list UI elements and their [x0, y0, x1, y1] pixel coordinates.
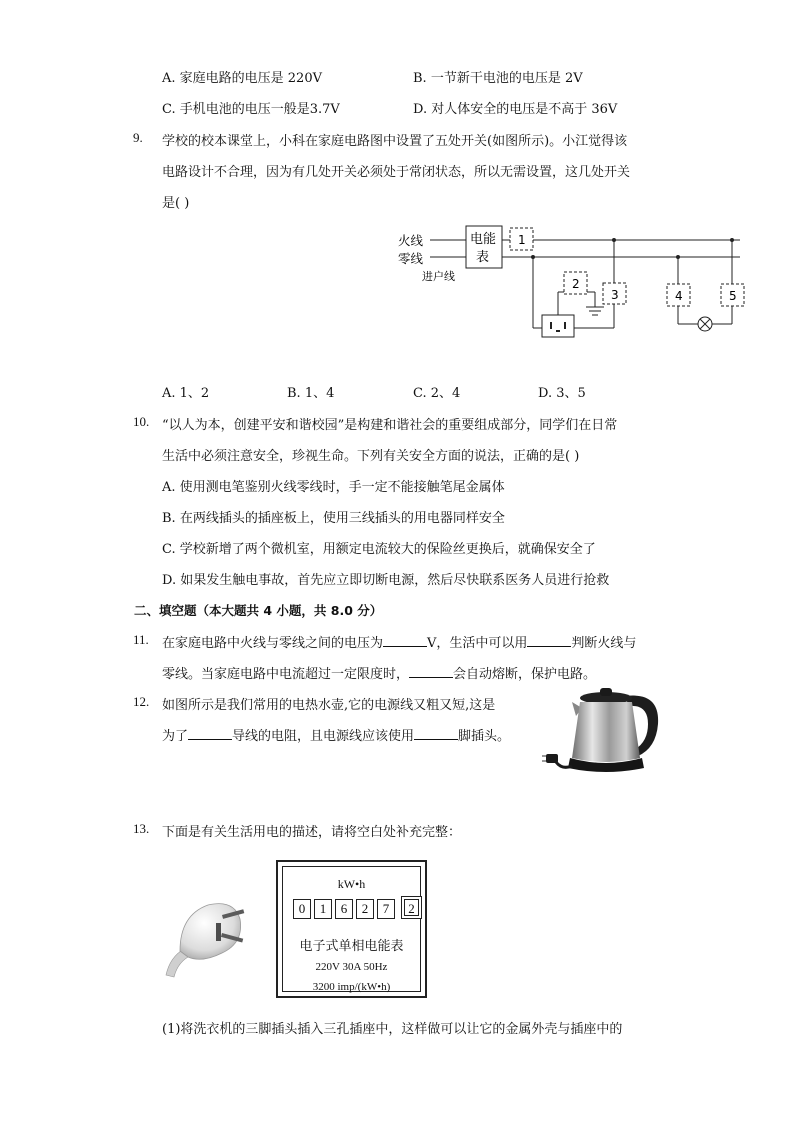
meter-spec: 220V 30A 50Hz	[315, 961, 388, 973]
switch-4-label: 4	[675, 289, 683, 303]
q10-line2: 生活中必须注意安全，珍视生命。下列有关安全方面的说法，正确的是( )	[162, 449, 580, 464]
q10-option-d: D. 如果发生触电事故，首先应立即切断电源，然后尽快联系医务人员进行抢救	[162, 573, 610, 588]
q12-text: 为了	[162, 729, 189, 744]
q10-line1: “以人为本，创建平安和谐校园”是构建和谐社会的重要组成部分，同学们在日常	[162, 418, 618, 433]
q12-line2	[162, 725, 510, 744]
q10-option-b: B. 在两线插头的插座板上，使用三线插头的用电器同样安全	[162, 511, 505, 526]
q11-text: 零线。当家庭电路中电流超过一定限度时，	[162, 667, 410, 682]
q11-text: 在家庭电路中火线与零线之间的电压为	[162, 636, 384, 651]
junction-dot	[730, 238, 734, 242]
q11-line2	[162, 663, 596, 682]
q10-number: 10.	[133, 414, 150, 429]
section-title: 二、填空题（本大题共 4 小题，共 8.0 分）	[134, 603, 383, 618]
answer-blank[interactable]	[409, 665, 453, 678]
meter-digit: 7	[377, 899, 395, 919]
q13-number: 13.	[133, 821, 150, 836]
q9-option-c: C. 2、4	[413, 386, 461, 401]
meter-face	[282, 866, 421, 992]
q9-option-d: D. 3、5	[538, 386, 586, 401]
q9-option-a: A. 1、2	[162, 386, 210, 401]
electric-energy-meter	[276, 860, 427, 998]
meter-label-1: 电能	[470, 232, 497, 247]
q12-text: 脚插头。	[458, 729, 511, 744]
q9-option-b: B. 1、4	[287, 386, 335, 401]
meter-digit: 0	[293, 899, 311, 919]
q11-text: V，生活中可以用	[427, 636, 528, 651]
three-pin-plug-image	[160, 895, 256, 981]
answer-blank[interactable]	[527, 634, 571, 647]
q12-number: 12.	[133, 694, 150, 709]
service-line-label: 进户线	[422, 270, 455, 283]
q13-line1: 下面是有关生活用电的描述，请将空白处补充完整：	[162, 825, 462, 840]
switch-1-label: 1	[518, 233, 526, 247]
q11-text: 判断火线与	[571, 636, 637, 651]
electric-kettle-image	[542, 684, 666, 780]
neutral-wire-label: 零线	[398, 251, 424, 266]
meter-digit: 1	[314, 899, 332, 919]
meter-digit: 6	[335, 899, 353, 919]
junction-dot	[612, 238, 616, 242]
junction-dot	[531, 255, 535, 259]
answer-blank[interactable]	[188, 727, 232, 740]
q10-option-a: A. 使用测电笔鉴别火线零线时，手一定不能接触笔尾金属体	[162, 480, 505, 495]
q8-option-d: D. 对人体安全的电压是不高于 36V	[413, 102, 618, 117]
meter-digit: 2	[356, 899, 374, 919]
q9-line3: 是( )	[162, 196, 190, 211]
meter-decimal-digit: 2	[404, 899, 419, 916]
live-wire-label: 火线	[398, 233, 424, 248]
meter-unit: kW•h	[337, 877, 366, 891]
switch-5-label: 5	[729, 289, 737, 303]
junction-dot	[676, 255, 680, 259]
q9-circuit-diagram	[390, 220, 750, 350]
q11-text: 会自动熔断，保护电路。	[453, 667, 597, 682]
q13-sub1: (1)将洗衣机的三脚插头插入三孔插座中，这样做可以让它的金属外壳与插座中的	[162, 1022, 623, 1037]
answer-blank[interactable]	[383, 634, 427, 647]
q8-option-a: A. 家庭电路的电压是 220V	[162, 71, 322, 86]
switch-2-label: 2	[572, 277, 580, 291]
switch-3-label: 3	[611, 288, 619, 302]
q8-option-c: C. 手机电池的电压一般是3.7V	[162, 102, 340, 117]
answer-blank[interactable]	[414, 727, 458, 740]
q9-number: 9.	[133, 130, 143, 145]
meter-name: 电子式单相电能表	[299, 939, 404, 954]
q12-line1: 如图所示是我们常用的电热水壶,它的电源线又粗又短,这是	[162, 698, 496, 713]
q9-line1: 学校的校本课堂上，小科在家庭电路图中设置了五处开关(如图所示)。小江觉得该	[162, 134, 628, 149]
q8-option-b: B. 一节新干电池的电压是 2V	[413, 71, 583, 86]
meter-label-2: 表	[476, 250, 490, 265]
q10-option-c: C. 学校新增了两个微机室，用额定电流较大的保险丝更换后，就确保安全了	[162, 542, 596, 557]
q12-text: 导线的电阻，且电源线应该使用	[232, 729, 415, 744]
meter-constant: 3200 imp/(kW•h)	[312, 981, 391, 993]
meter-reading	[293, 899, 422, 919]
q9-line2: 电路设计不合理，因为有几处开关必须处于常闭状态，所以无需设置，这几处开关	[162, 165, 631, 180]
q11-number: 11.	[133, 632, 149, 647]
q11-line1	[162, 632, 636, 651]
